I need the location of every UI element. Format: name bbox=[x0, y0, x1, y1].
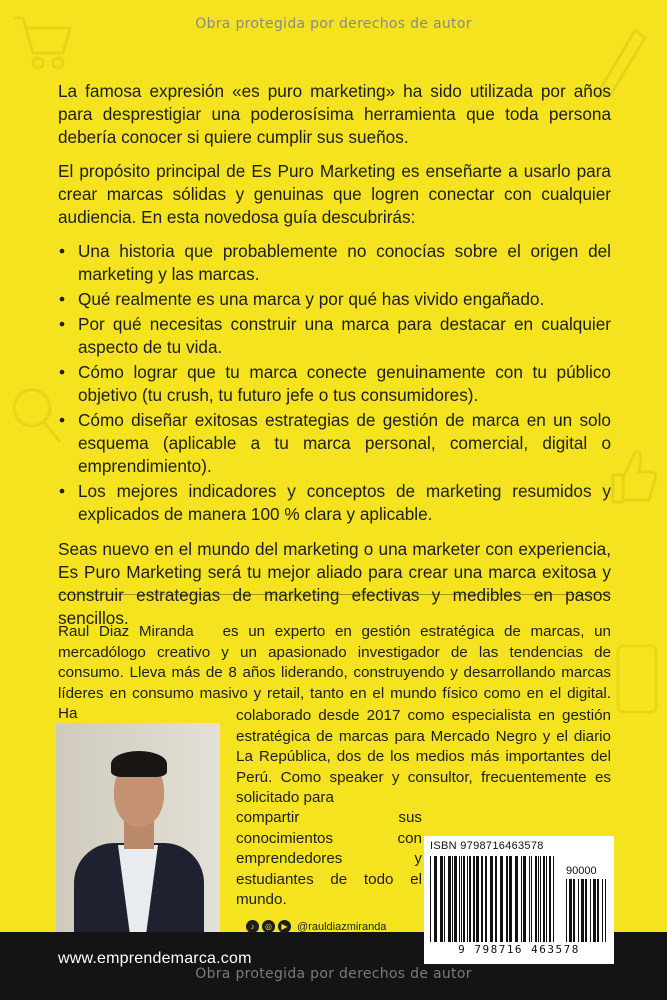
barcode-bar bbox=[569, 879, 572, 942]
barcode-bar bbox=[444, 856, 445, 942]
isbn-barcode bbox=[424, 836, 614, 964]
barcode-bar bbox=[605, 879, 606, 942]
author-photo bbox=[56, 723, 220, 935]
list-item: • Por qué necesitas construir una marca para destacar en cualquier aspecto de tu vida. bbox=[58, 313, 611, 359]
watermark-top: Obra protegida por derechos de autor bbox=[195, 16, 472, 32]
barcode-bar bbox=[593, 879, 596, 942]
author-bio-end: compartir sus conocimientos con emprendedores y estudiantes de todo el mundo. bbox=[236, 809, 422, 908]
benefits-list bbox=[58, 240, 611, 526]
instagram-icon: ◎ bbox=[262, 920, 275, 933]
barcode-bar bbox=[573, 879, 575, 942]
tablet-doodle bbox=[612, 640, 662, 720]
barcode-bar bbox=[485, 856, 487, 942]
tiktok-icon: ♪ bbox=[246, 920, 259, 933]
barcode-bar bbox=[509, 856, 512, 942]
barcode-bar bbox=[467, 856, 468, 942]
barcode-bar bbox=[566, 879, 567, 942]
barcode-bar bbox=[440, 856, 443, 942]
intro-paragraph-1: La famosa expresión «es puro marketing» ha sido utilizada por años para desprestigiar una poderosísima herramienta que toda persona debería conocer si quiere cumplir sus sueños. bbox=[58, 81, 611, 147]
author-bio-continued: colaborado desde 2017 como especialista en gestión estratégica de marcas para Mercado Negro y el diario La República, dos de los medios más importantes del Perú. Como speaker y consultor, frecuentemente es solicitado para bbox=[236, 707, 611, 806]
barcode-bar bbox=[463, 856, 465, 942]
barcode-bar bbox=[590, 879, 591, 942]
barcode-bar bbox=[434, 856, 437, 942]
barcode-bar bbox=[515, 856, 518, 942]
barcode-bar bbox=[581, 879, 584, 942]
price-code: 90000 bbox=[566, 865, 597, 877]
barcode-bar bbox=[543, 856, 545, 942]
barcode-bar bbox=[500, 856, 503, 942]
social-handle: @rauldiazmiranda bbox=[297, 920, 387, 933]
barcode-bar bbox=[578, 879, 579, 942]
watermark-bottom: Obra protegida por derechos de autor bbox=[195, 966, 472, 982]
barcode-bar bbox=[535, 856, 537, 942]
barcode-bar bbox=[461, 856, 462, 942]
barcode-bar bbox=[454, 856, 457, 942]
barcode-bar bbox=[476, 856, 479, 942]
thumbs-up-doodle bbox=[605, 440, 660, 510]
barcode-bar bbox=[523, 856, 526, 942]
author-bio-text: es un experto en gestión estratégica de marcas, un mercadólogo creativo y un apasionado investigador de las tendencias de consumo. Lleva más de 8 años liderando, construyendo y desarrollando marcas líderes en consumo masivo y retail, tanto en el mundo físico como en el digital. Ha bbox=[58, 623, 611, 722]
closing-paragraph: Seas nuevo en el mundo del marketing o una marketer con experiencia, Es Puro Marketing será tu mejor aliado para crear una marca exitosa y construir estrategias de marketing efectivas y medibles en pasos sencillos. bbox=[58, 539, 611, 628]
website-url: www.emprendemarca.com bbox=[58, 950, 252, 967]
barcode-bar bbox=[490, 856, 493, 942]
barcode-bar bbox=[597, 879, 599, 942]
barcode-bar bbox=[521, 856, 522, 942]
barcode-bar bbox=[546, 856, 547, 942]
isbn-digits: 9 798716 463578 bbox=[458, 943, 580, 956]
barcode-bar bbox=[495, 856, 497, 942]
barcode-bars bbox=[430, 856, 556, 942]
author-name: Raul Diaz Miranda bbox=[58, 623, 194, 640]
list-item: • Una historia que probablemente no conocías sobre el origen del marketing y las marcas. bbox=[58, 240, 611, 286]
list-item: • Cómo lograr que tu marca conecte genuinamente con tu público objetivo (tu crush, tu futuro jefe o tus consumidores). bbox=[58, 361, 611, 407]
intro-paragraph-2: El propósito principal de Es Puro Marketing es enseñarte a usarlo para crear marcas sólidas y genuinas que logren conectar con cualquier audiencia. En esta novedosa guía descubrirás: bbox=[58, 161, 611, 227]
barcode-bar bbox=[553, 856, 554, 942]
barcode-bar bbox=[481, 856, 483, 942]
barcode-bar bbox=[506, 856, 508, 942]
barcode-bar bbox=[602, 879, 603, 942]
barcode-bar bbox=[529, 856, 530, 942]
barcode-addon-bars bbox=[566, 879, 606, 942]
barcode-bar bbox=[473, 856, 475, 942]
barcode-bar bbox=[585, 879, 587, 942]
divider bbox=[58, 594, 611, 595]
back-cover-description bbox=[58, 80, 611, 641]
barcode-bar bbox=[540, 856, 541, 942]
youtube-icon: ▶ bbox=[278, 920, 291, 933]
barcode-bar bbox=[469, 856, 471, 942]
barcode-bar bbox=[448, 856, 451, 942]
barcode-bar bbox=[531, 856, 532, 942]
list-item: • Qué realmente es una marca y por qué has vivido engañado. bbox=[58, 288, 611, 311]
shopping-cart-doodle bbox=[8, 8, 78, 78]
magnifier-doodle bbox=[4, 380, 64, 460]
barcode-bar bbox=[538, 856, 539, 942]
isbn-label: ISBN 9798716463578 bbox=[430, 840, 544, 852]
barcode-bar bbox=[459, 856, 460, 942]
barcode-bar bbox=[549, 856, 551, 942]
list-item: • Los mejores indicadores y conceptos de marketing resumidos y explicados de manera 100 % clara y aplicable. bbox=[58, 480, 611, 526]
barcode-bar bbox=[430, 856, 431, 942]
barcode-bar bbox=[452, 856, 453, 942]
list-item: • Cómo diseñar exitosas estrategias de gestión de marca en un solo esquema (aplicable a tu marca personal, comercial, digital o emprendimiento). bbox=[58, 409, 611, 478]
